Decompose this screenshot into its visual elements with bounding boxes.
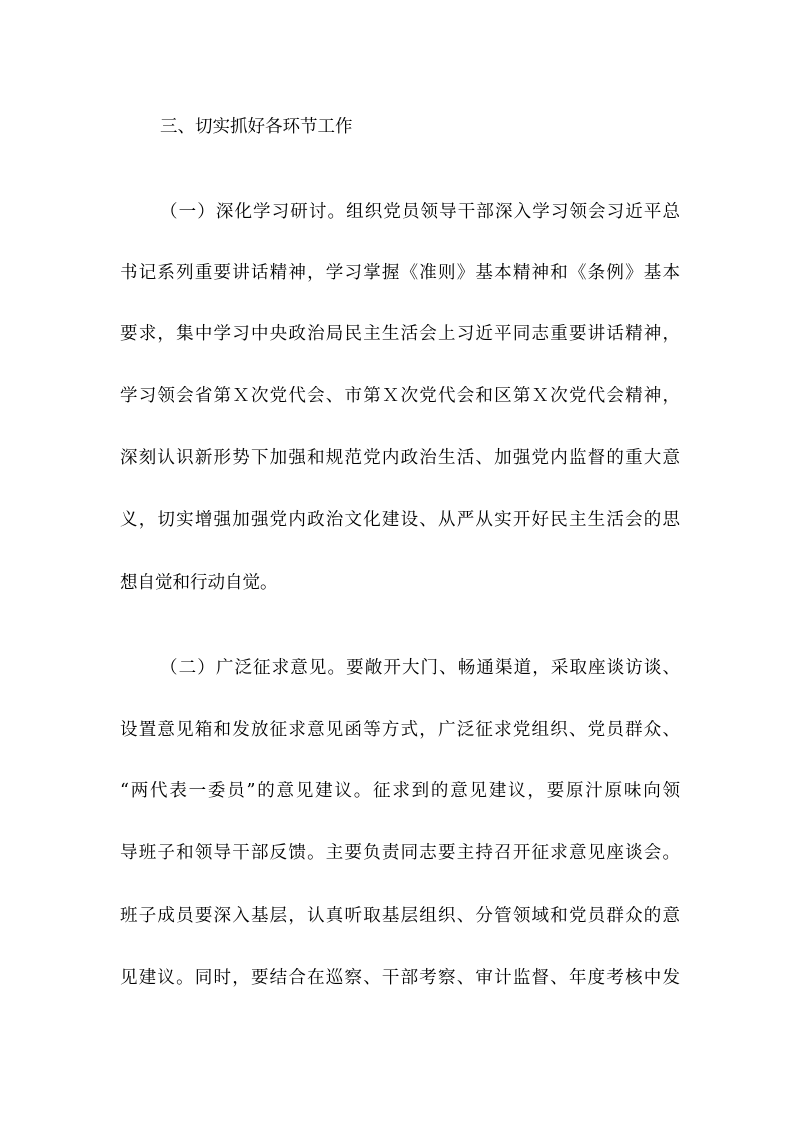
paragraph-1-line-3: 要求，集中学习中央政治局民主生活会上习近平同志重要讲话精神， bbox=[120, 324, 680, 344]
paragraph-1-line-4: 学习领会省第Ｘ次党代会、市第Ｘ次党代会和区第Ｘ次党代会精神， bbox=[120, 386, 680, 406]
paragraph-2-line-5: 班子成员要深入基层，认真听取基层组织、分管领域和党员群众的意 bbox=[120, 906, 680, 926]
paragraph-1-line-7: 想自觉和行动自觉。 bbox=[120, 573, 278, 593]
paragraph-1-line-2: 书记系列重要讲话精神，学习掌握《准则》基本精神和《条例》基本 bbox=[120, 263, 680, 283]
paragraph-1-line-5: 深刻认识新形势下加强和规范党内政治生活、加强党内监督的重大意 bbox=[120, 448, 680, 468]
section-heading: 三、切实抓好各环节工作 bbox=[160, 117, 353, 137]
paragraph-2-line-1: （二）广泛征求意见。要敞开大门、畅通渠道，采取座谈访谈、 bbox=[160, 658, 680, 678]
paragraph-1-line-1: （一）深化学习研讨。组织党员领导干部深入学习领会习近平总 bbox=[160, 202, 680, 222]
paragraph-1-line-6: 义，切实增强加强党内政治文化建设、从严从实开好民主生活会的思 bbox=[120, 510, 680, 530]
paragraph-2-line-6: 见建议。同时，要结合在巡察、干部考察、审计监督、年度考核中发 bbox=[120, 968, 680, 988]
paragraph-2-line-3: “两代表一委员”的意见建议。征求到的意见建议，要原汁原味向领 bbox=[120, 781, 680, 801]
paragraph-2-line-2: 设置意见箱和发放征求意见函等方式，广泛征求党组织、党员群众、 bbox=[120, 720, 680, 740]
paragraph-2-line-4: 导班子和领导干部反馈。主要负责同志要主持召开征求意见座谈会。 bbox=[120, 843, 680, 863]
